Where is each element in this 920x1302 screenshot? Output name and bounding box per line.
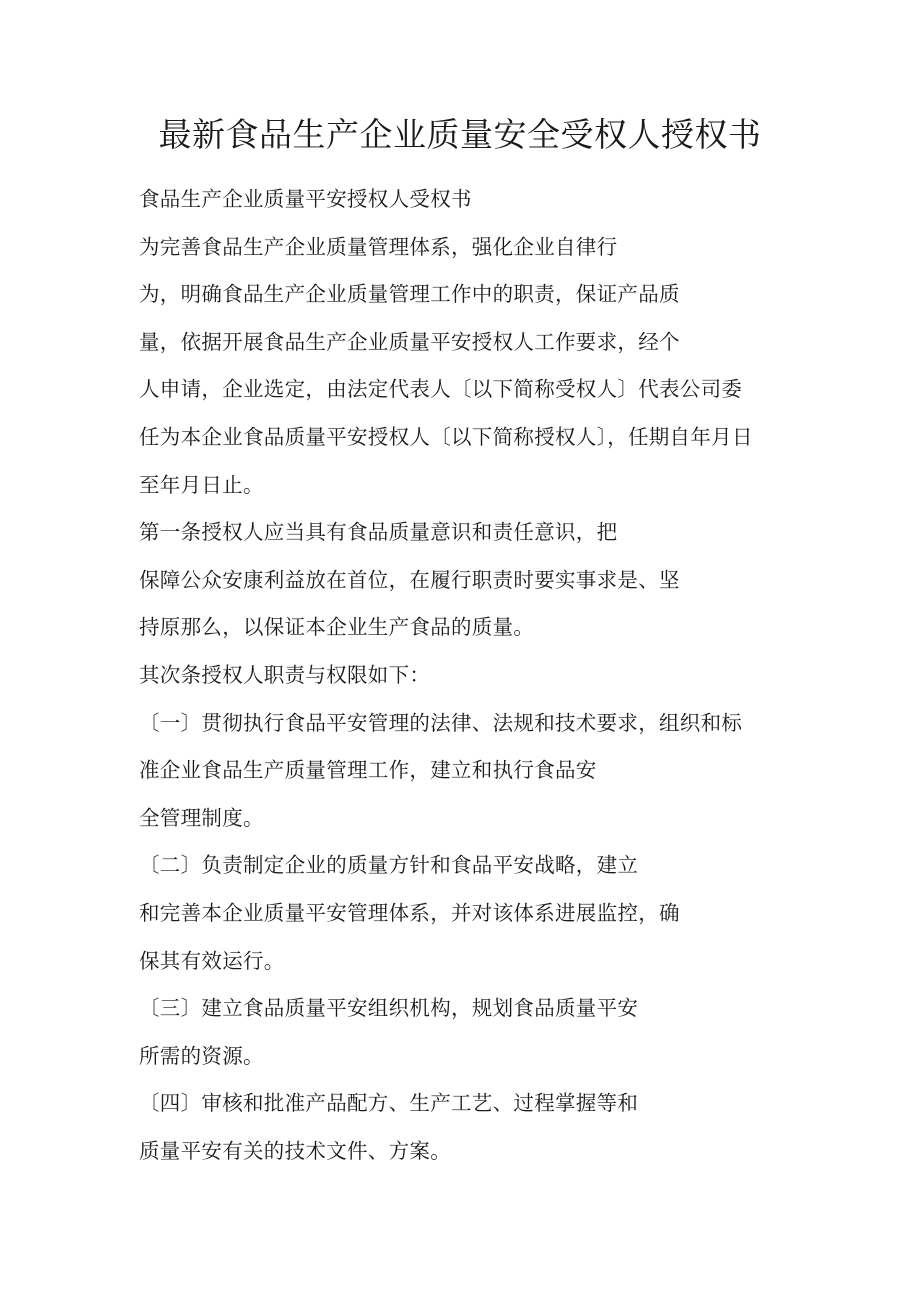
body-line: 所需的资源。 <box>139 1043 264 1068</box>
body-line: 人申请，企业选定，由法定代表人〔以下简称受权人〕代表公司委 <box>139 377 743 402</box>
body-line: 为完善食品生产企业质量管理体系，强化企业自律行 <box>139 234 618 259</box>
body-line: 和完善本企业质量平安管理体系，并对该体系进展监控，确 <box>139 900 680 925</box>
body-line: 〔三〕建立食品质量平安组织机构，规划食品质量平安 <box>139 996 639 1021</box>
body-line: 持原那么，以保证本企业生产食品的质量。 <box>139 615 535 640</box>
body-line: 第一条授权人应当具有食品质量意识和责任意识，把 <box>139 520 618 545</box>
body-line: 为，明确食品生产企业质量管理工作中的职责，保证产品质 <box>139 282 680 307</box>
body-line: 准企业食品生产质量管理工作，建立和执行食品安 <box>139 758 597 783</box>
body-line: 保其有效运行。 <box>139 948 285 973</box>
body-line: 食品生产企业质量平安授权人受权书 <box>139 187 472 211</box>
body-line: 其次条授权人职责与权限如下： <box>139 662 431 687</box>
body-line: 量，依据开展食品生产企业质量平安授权人工作要求，经个 <box>139 329 680 354</box>
body-line: 任为本企业食品质量平安授权人〔以下简称授权人〕，任期自年月日 <box>139 424 753 449</box>
body-line: 〔二〕负责制定企业的质量方针和食品平安战略，建立 <box>139 853 639 878</box>
document-title: 最新食品生产企业质量安全受权人授权书 <box>158 115 762 154</box>
body-line: 全管理制度。 <box>139 805 264 830</box>
body-line: 〔一〕贯彻执行食品平安管理的法律、法规和技术要求，组织和标 <box>139 710 743 735</box>
body-line: 至年月日止。 <box>139 472 264 497</box>
body-line: 保障公众安康利益放在首位，在履行职责时要实事求是、坚 <box>139 567 680 592</box>
body-line: 质量平安有关的技术文件、方案。 <box>139 1138 451 1163</box>
body-line: 〔四〕审核和批准产品配方、生产工艺、过程掌握等和 <box>139 1091 639 1116</box>
document-body <box>139 176 899 1175</box>
